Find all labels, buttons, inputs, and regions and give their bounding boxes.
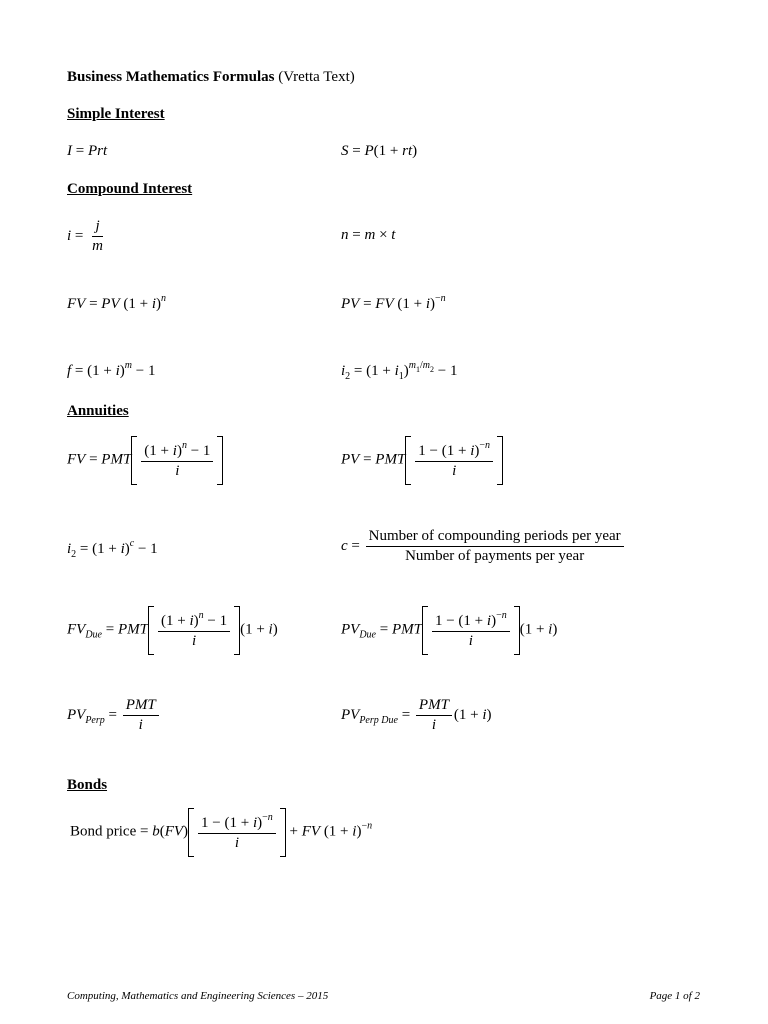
formula-annuity-rate: $i_2 = (1 + i)^c - 1$ bbox=[67, 538, 158, 560]
formula-annuity-pv: PV = PMT $\frac{1 - (1 + i)^{-n}}{i}$ bbox=[341, 436, 503, 485]
document-title bbox=[67, 69, 355, 86]
footer-left: Computing, Mathematics and Engineering Sciences – 2015 bbox=[67, 990, 329, 1002]
formula-simple-interest: I = Prt bbox=[67, 143, 108, 159]
c-denominator: Number of payments per year bbox=[405, 548, 585, 565]
c-numerator: Number of compounding periods per year bbox=[366, 528, 624, 547]
formula-c: c = $\frac{\text{Number of compounding periods per year}}{\text{Number of payments per year}}$ bbox=[341, 528, 626, 566]
formula-perpetuity-due: $PV_{Perp Due}$ = $\frac{\text{PMT}}{i}$ (1 + i) bbox=[341, 697, 492, 734]
heading-bonds: Bonds bbox=[67, 777, 108, 793]
heading-annuities: Annuities bbox=[67, 403, 129, 419]
heading-simple-interest: Simple Interest bbox=[67, 106, 165, 122]
formula-annuity-fv: FV = PMT $\frac{(1 + i)^n - 1}{i}$ bbox=[67, 436, 223, 485]
footer-page-number: Page 1 of 2 bbox=[649, 990, 700, 1002]
title-bold: Business Mathematics Formulas bbox=[67, 69, 275, 85]
formula-annuity-due-fv: $FV_{Due}$ = PMT $\frac{(1 + i)^n - 1}{i}$ (1 + i) bbox=[67, 606, 278, 655]
formula-simple-amount: S = P(1 + rt) bbox=[341, 143, 418, 159]
formula-present-value: PV = FV $(1 + i)^{-n}$ bbox=[341, 293, 446, 312]
formula-perpetuity: $PV_{Perp}$ = $\frac{\text{PMT}}{i}$ bbox=[67, 697, 161, 735]
formula-annuity-due-pv: $PV_{Due}$ = PMT $\frac{1 - (1 + i)^{-n}}{i}$ (1 + i) bbox=[341, 606, 557, 655]
formula-equivalent-rate: $i_2 = (1 + i_1)^{m_1/m_2} - 1$ bbox=[341, 360, 458, 382]
title-rest: (Vretta Text) bbox=[274, 69, 355, 85]
formula-future-value: FV = PV $(1 + i)^n$ bbox=[67, 293, 167, 312]
bond-price-label: Bond price bbox=[70, 823, 137, 840]
formula-number-periods: n = m × t bbox=[341, 227, 396, 243]
heading-compound-interest: Compound Interest bbox=[67, 181, 193, 197]
formula-bond-price: Bond price = b(FV) $\frac{1 - (1 + i)^{-n}}{i}$ + FV $(1 + i)^{-n}$ bbox=[70, 808, 372, 857]
formula-effective-rate: $f = (1 + i)^m - 1$ bbox=[67, 360, 156, 379]
formula-periodic-rate: i = $\frac{j}{m}$ bbox=[67, 218, 103, 255]
